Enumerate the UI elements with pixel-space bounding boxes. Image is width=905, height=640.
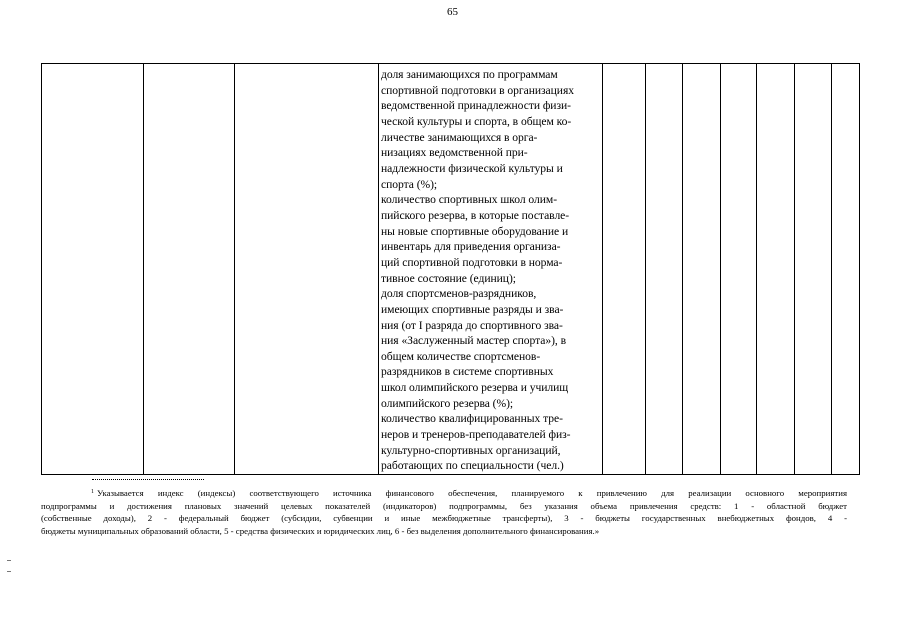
table-cell-empty (721, 64, 757, 475)
margin-mark (7, 571, 11, 572)
indicator-line: доля спортсменов-разрядников, (381, 287, 537, 301)
program-table (41, 63, 860, 475)
indicator-line: разрядников в системе спортивных (381, 365, 554, 379)
indicator-line: имеющих спортивные разряды и зва- (381, 302, 564, 316)
footnote-line (41, 486, 847, 500)
footnote (41, 486, 847, 537)
indicator-line: ведомственной принадлежности физи- (381, 99, 571, 113)
footnote-text: Указывается индекс (индексы) соответствующего источника финансового обеспечения, планируемого к привлечению для реализации основного мероприятия (97, 488, 847, 498)
table-row (42, 64, 860, 475)
indicator-line: ны новые спортивные оборудование и (381, 224, 569, 238)
indicator-line: тивное состояние (единиц); (381, 271, 516, 285)
indicator-line: личестве занимающихся в орга- (381, 130, 538, 144)
table-cell-empty (42, 64, 144, 475)
indicator-line: ния «Заслуженный мастер спорта»), в (381, 334, 567, 348)
table-cell-empty (235, 64, 379, 475)
table-cell-empty (757, 64, 795, 475)
table-cell-empty (683, 64, 721, 475)
indicator-line: количество квалифицированных тре- (381, 412, 563, 426)
margin-marks (7, 560, 13, 582)
indicator-line: количество спортивных школ олим- (381, 193, 558, 207)
indicator-line: спортивной подготовки в организациях (381, 83, 574, 97)
table-cell-empty (646, 64, 683, 475)
table-cell-empty (144, 64, 235, 475)
indicator-line: спорта (%); (381, 177, 438, 191)
indicator-line: инвентарь для приведения организа- (381, 240, 561, 254)
indicator-line: культурно-спортивных организаций, (381, 443, 561, 457)
footnote-separator (92, 479, 204, 480)
footnote-line: (собственные доходы), 2 - федеральный бюджет (субсидии, субвенции и иные межбюджетные трансферты), 3 - бюджеты государственных внебюджетных фондов, 4 - (41, 513, 847, 523)
indicator-line: олимпийского резерва (%); (381, 396, 514, 410)
indicator-line: общем количестве спортсменов- (381, 349, 541, 363)
table-cell-empty (832, 64, 860, 475)
indicators-cell (379, 64, 603, 475)
indicator-line: доля занимающихся по программам (381, 68, 558, 81)
indicator-line: ций спортивной подготовки в норма- (381, 255, 563, 269)
indicator-line: пийского резерва, в которые поставле- (381, 208, 570, 222)
page-number: 65 (447, 6, 458, 18)
indicator-line: надлежности физической культуры и (381, 161, 563, 175)
indicator-line: ческой культуры и спорта, в общем ко- (381, 114, 572, 128)
footnote-marker: 1 (91, 489, 94, 495)
footnote-line: подпрограммы и достижения плановых значений целевых показателей (индикаторов) подпрограммы, без указания объема привлечения средств: 1 - областной бюджет (41, 500, 847, 511)
indicator-line: неров и тренеров-преподавателей физ- (381, 428, 571, 442)
margin-mark (7, 560, 11, 561)
footnote-line: бюджеты муниципальных образований области, 5 - средства физических и юридических лиц, 6 - без выделения дополнительного финансирования.» (41, 525, 600, 536)
indicator-line: школ олимпийского резерва и училищ (381, 381, 569, 395)
indicator-line: работающих по специальности (чел.) (381, 459, 564, 473)
table-cell-empty (795, 64, 832, 475)
indicator-line: ния (от I разряда до спортивного зва- (381, 318, 563, 332)
table-cell-empty (603, 64, 646, 475)
indicator-line: низациях ведомственной при- (381, 146, 528, 160)
